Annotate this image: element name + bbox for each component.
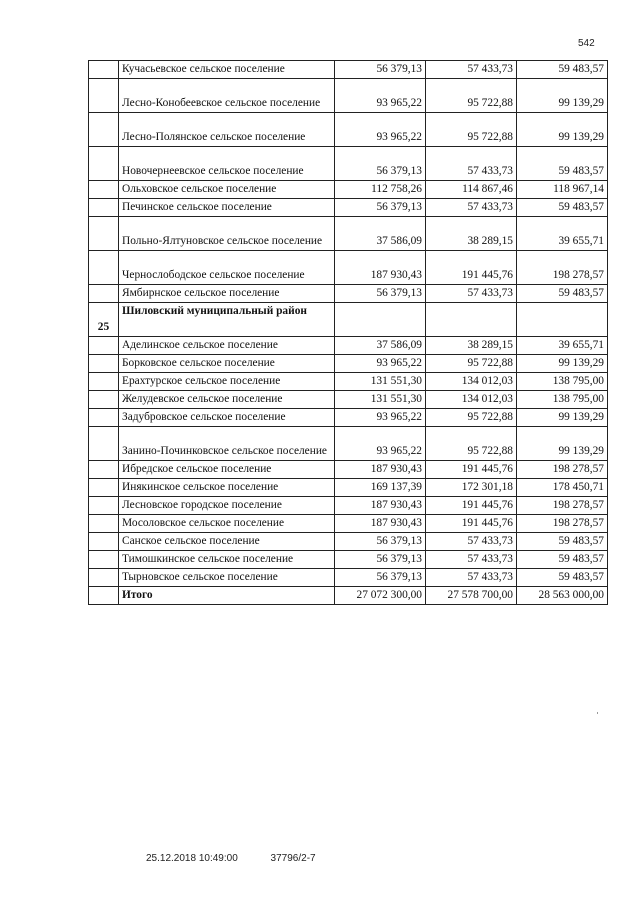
settlement-name: Итого [119, 587, 335, 605]
row-number [89, 113, 119, 147]
table-row [89, 373, 608, 391]
value-2019: 56 379,13 [335, 147, 426, 181]
row-number [89, 551, 119, 569]
value-2019: 187 930,43 [335, 251, 426, 285]
value-2020: 57 433,73 [426, 569, 517, 587]
settlement-name: Польно-Ялтуновское сельское поселение [119, 217, 335, 251]
settlement-name: Ерахтурское сельское поселение [119, 373, 335, 391]
value-2021: 138 795,00 [517, 373, 608, 391]
settlement-name: Ибредское сельское поселение [119, 461, 335, 479]
row-number [89, 61, 119, 79]
value-2020: 57 433,73 [426, 61, 517, 79]
row-number [89, 409, 119, 427]
settlement-name: Инякинское сельское поселение [119, 479, 335, 497]
page-number: 542 [578, 38, 595, 49]
row-number [89, 373, 119, 391]
value-2021: 198 278,57 [517, 515, 608, 533]
settlement-name: Задубровское сельское поселение [119, 409, 335, 427]
value-2021: 198 278,57 [517, 497, 608, 515]
value-2019: 37 586,09 [335, 217, 426, 251]
row-number [89, 79, 119, 113]
value-2019: 37 586,09 [335, 337, 426, 355]
value-2020: 95 722,88 [426, 355, 517, 373]
value-2019: 56 379,13 [335, 61, 426, 79]
settlement-name: Санское сельское поселение [119, 533, 335, 551]
value-2020: 57 433,73 [426, 147, 517, 181]
value-2021: 198 278,57 [517, 251, 608, 285]
table-row [89, 337, 608, 355]
value-2020: 95 722,88 [426, 79, 517, 113]
value-2021: 99 139,29 [517, 79, 608, 113]
settlement-name: Лесновское городское поселение [119, 497, 335, 515]
value-2021: 39 655,71 [517, 337, 608, 355]
table-row [89, 147, 608, 181]
table-row [89, 217, 608, 251]
row-number: 25 [89, 303, 119, 337]
settlement-name: Занино-Починковское сельское поселение [119, 427, 335, 461]
value-2020 [426, 303, 517, 337]
value-2020: 27 578 700,00 [426, 587, 517, 605]
table-row [89, 251, 608, 285]
row-number [89, 587, 119, 605]
table-row [89, 479, 608, 497]
settlement-name: Кучасьевское сельское поселение [119, 61, 335, 79]
value-2021: 198 278,57 [517, 461, 608, 479]
budget-table [88, 60, 608, 605]
table-row [89, 355, 608, 373]
value-2020: 114 867,46 [426, 181, 517, 199]
value-2020: 95 722,88 [426, 427, 517, 461]
value-2019: 27 072 300,00 [335, 587, 426, 605]
table-row [89, 61, 608, 79]
value-2021: 99 139,29 [517, 427, 608, 461]
value-2019: 169 137,39 [335, 479, 426, 497]
value-2019: 93 965,22 [335, 79, 426, 113]
value-2020: 191 445,76 [426, 251, 517, 285]
value-2019: 93 965,22 [335, 409, 426, 427]
value-2021: 99 139,29 [517, 113, 608, 147]
row-number [89, 251, 119, 285]
value-2019: 187 930,43 [335, 497, 426, 515]
value-2020: 38 289,15 [426, 217, 517, 251]
footer-datetime: 25.12.2018 10:49:00 [146, 853, 238, 864]
table-row [89, 515, 608, 533]
row-number [89, 199, 119, 217]
value-2019: 56 379,13 [335, 551, 426, 569]
row-number [89, 515, 119, 533]
value-2019: 93 965,22 [335, 113, 426, 147]
value-2021: 59 483,57 [517, 533, 608, 551]
value-2019: 56 379,13 [335, 569, 426, 587]
settlement-name: Ямбирнское сельское поселение [119, 285, 335, 303]
settlement-name: Борковское сельское поселение [119, 355, 335, 373]
value-2019: 93 965,22 [335, 355, 426, 373]
row-number [89, 355, 119, 373]
value-2019: 187 930,43 [335, 461, 426, 479]
table-row [89, 181, 608, 199]
value-2021: 39 655,71 [517, 217, 608, 251]
row-number [89, 285, 119, 303]
value-2021 [517, 303, 608, 337]
value-2019 [335, 303, 426, 337]
table-row [89, 391, 608, 409]
value-2019: 131 551,30 [335, 391, 426, 409]
table-body [89, 61, 608, 605]
value-2020: 57 433,73 [426, 285, 517, 303]
value-2020: 57 433,73 [426, 551, 517, 569]
value-2020: 57 433,73 [426, 533, 517, 551]
settlement-name: Новочернеевское сельское поселение [119, 147, 335, 181]
settlement-name: Лесно-Полянское сельское поселение [119, 113, 335, 147]
value-2021: 118 967,14 [517, 181, 608, 199]
value-2020: 95 722,88 [426, 113, 517, 147]
value-2019: 131 551,30 [335, 373, 426, 391]
value-2019: 56 379,13 [335, 199, 426, 217]
value-2020: 134 012,03 [426, 373, 517, 391]
table-row [89, 285, 608, 303]
value-2021: 59 483,57 [517, 285, 608, 303]
value-2020: 95 722,88 [426, 409, 517, 427]
value-2021: 59 483,57 [517, 147, 608, 181]
settlement-name: Лесно-Конобеевское сельское поселение [119, 79, 335, 113]
group-row [89, 303, 608, 337]
settlement-name: Печинское сельское поселение [119, 199, 335, 217]
table-row [89, 113, 608, 147]
settlement-name: Мосоловское сельское поселение [119, 515, 335, 533]
value-2021: 99 139,29 [517, 355, 608, 373]
total-row [89, 587, 608, 605]
row-number [89, 461, 119, 479]
settlement-name: Тырновское сельское поселение [119, 569, 335, 587]
value-2020: 191 445,76 [426, 515, 517, 533]
settlement-name: Шиловский муниципальный район [119, 303, 335, 337]
value-2020: 172 301,18 [426, 479, 517, 497]
value-2020: 191 445,76 [426, 461, 517, 479]
row-number [89, 147, 119, 181]
table-row [89, 497, 608, 515]
value-2021: 138 795,00 [517, 391, 608, 409]
value-2020: 57 433,73 [426, 199, 517, 217]
value-2019: 56 379,13 [335, 533, 426, 551]
scan-speck [597, 712, 598, 714]
value-2021: 28 563 000,00 [517, 587, 608, 605]
value-2020: 191 445,76 [426, 497, 517, 515]
document-footer [146, 853, 316, 864]
table-row [89, 409, 608, 427]
value-2019: 187 930,43 [335, 515, 426, 533]
value-2021: 59 483,57 [517, 61, 608, 79]
value-2019: 56 379,13 [335, 285, 426, 303]
row-number [89, 217, 119, 251]
row-number [89, 181, 119, 199]
settlement-name: Чернослободское сельское поселение [119, 251, 335, 285]
table-row [89, 79, 608, 113]
value-2020: 134 012,03 [426, 391, 517, 409]
table-row [89, 551, 608, 569]
value-2019: 93 965,22 [335, 427, 426, 461]
row-number [89, 569, 119, 587]
value-2021: 59 483,57 [517, 199, 608, 217]
row-number [89, 337, 119, 355]
value-2019: 112 758,26 [335, 181, 426, 199]
row-number [89, 533, 119, 551]
table-row [89, 461, 608, 479]
table-row [89, 569, 608, 587]
value-2020: 38 289,15 [426, 337, 517, 355]
value-2021: 59 483,57 [517, 569, 608, 587]
table-row [89, 427, 608, 461]
settlement-name: Ольховское сельское поселение [119, 181, 335, 199]
value-2021: 59 483,57 [517, 551, 608, 569]
row-number [89, 479, 119, 497]
footer-code: 37796/2-7 [270, 853, 316, 864]
row-number [89, 391, 119, 409]
settlement-name: Желудевское сельское поселение [119, 391, 335, 409]
settlement-name: Аделинское сельское поселение [119, 337, 335, 355]
settlement-name: Тимошкинское сельское поселение [119, 551, 335, 569]
row-number [89, 427, 119, 461]
value-2021: 99 139,29 [517, 409, 608, 427]
row-number [89, 497, 119, 515]
table-row [89, 199, 608, 217]
value-2021: 178 450,71 [517, 479, 608, 497]
table-row [89, 533, 608, 551]
